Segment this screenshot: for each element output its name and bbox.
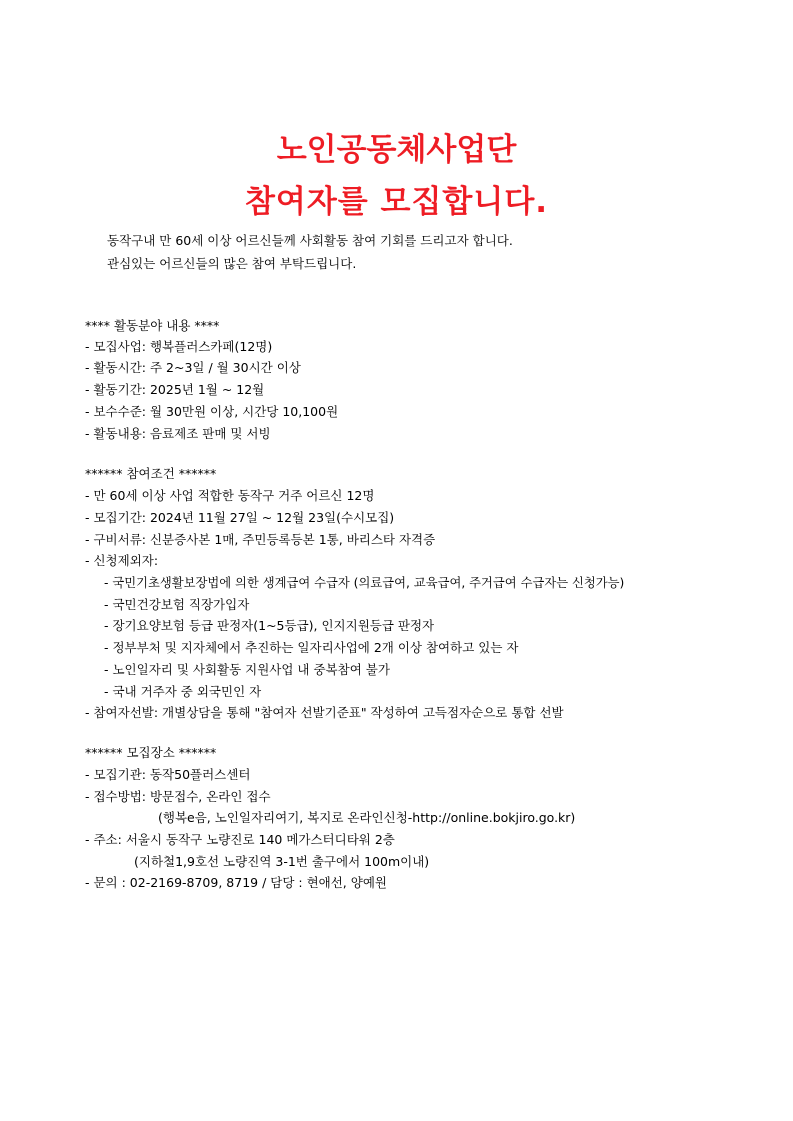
conditions-item-eligibility: - 만 60세 이상 사업 적합한 동작구 거주 어르신 12명: [85, 488, 375, 503]
title-line-1: 노인공동체사업단: [276, 132, 517, 168]
place-address: - 주소: 서울시 동작구 노량진로 140 메가스터디타워 2층: [85, 832, 395, 847]
activity-item-content: - 활동내용: 음료제조 판매 및 서빙: [85, 426, 271, 441]
activity-item-recruit: - 모집사업: 행복플러스카페(12명): [85, 339, 273, 354]
conditions-item-exclusions: - 신청제외자:: [85, 553, 159, 568]
conditions-item-period: - 모집기간: 2024년 11월 27일 ~ 12월 23일(수시모집): [85, 510, 395, 525]
activity-item-pay: - 보수수준: 월 30만원 이상, 시간당 10,100원: [85, 404, 339, 419]
activity-item-hours: - 활동시간: 주 2~3일 / 월 30시간 이상: [85, 360, 301, 375]
place-address-detail: (지하철1,9호선 노량진역 3-1번 출구에서 100m이내): [134, 854, 430, 869]
exclusion-item-duplicate: - 노인일자리 및 사회활동 지원사업 내 중복참여 불가: [104, 662, 390, 677]
intro-line-2: 관심있는 어르신들의 많은 참여 부탁드립니다.: [107, 256, 357, 271]
exclusion-item-foreign: - 국내 거주자 중 외국민인 자: [104, 684, 262, 699]
conditions-item-documents: - 구비서류: 신분증사본 1매, 주민등록등본 1통, 바리스타 자격증: [85, 532, 436, 547]
place-contact: - 문의 : 02-2169-8709, 8719 / 담당 : 현애선, 양예원: [85, 875, 387, 890]
exclusion-item-livelihood: - 국민기초생활보장법에 의한 생계급여 수급자 (의료급여, 교육급여, 주거급여 수급자는 신청가능): [104, 576, 625, 590]
conditions-heading: ****** 참여조건 ******: [85, 466, 217, 481]
place-method: - 접수방법: 방문접수, 온라인 접수: [85, 789, 271, 804]
place-agency: - 모집기관: 동작50플러스센터: [85, 767, 251, 782]
activity-heading: **** 활동분야 내용 ****: [85, 318, 220, 333]
conditions-item-selection: - 참여자선발: 개별상담을 통해 "참여자 선발기준표" 작성하여 고득점자순으로 통합 선발: [85, 705, 564, 720]
title-line-2: 참여자를 모집합니다.: [244, 184, 549, 220]
place-heading: ****** 모집장소 ******: [85, 745, 217, 760]
exclusion-item-other-jobs: - 정부부처 및 지자체에서 추진하는 일자리사업에 2개 이상 참여하고 있는 자: [104, 640, 519, 655]
place-method-detail: (행복e음, 노인일자리여기, 복지로 온라인신청-http://online.bokjiro.go.kr): [158, 810, 576, 825]
exclusion-item-long-term-care: - 장기요양보험 등급 판정자(1~5등급), 인지지원등급 판정자: [104, 618, 435, 633]
intro-line-1: 동작구내 만 60세 이상 어르신들께 사회활동 참여 기회를 드리고자 합니다.: [107, 233, 513, 248]
exclusion-item-health-insurance: - 국민건강보험 직장가입자: [104, 597, 250, 612]
activity-item-period: - 활동기간: 2025년 1월 ~ 12월: [85, 382, 265, 397]
